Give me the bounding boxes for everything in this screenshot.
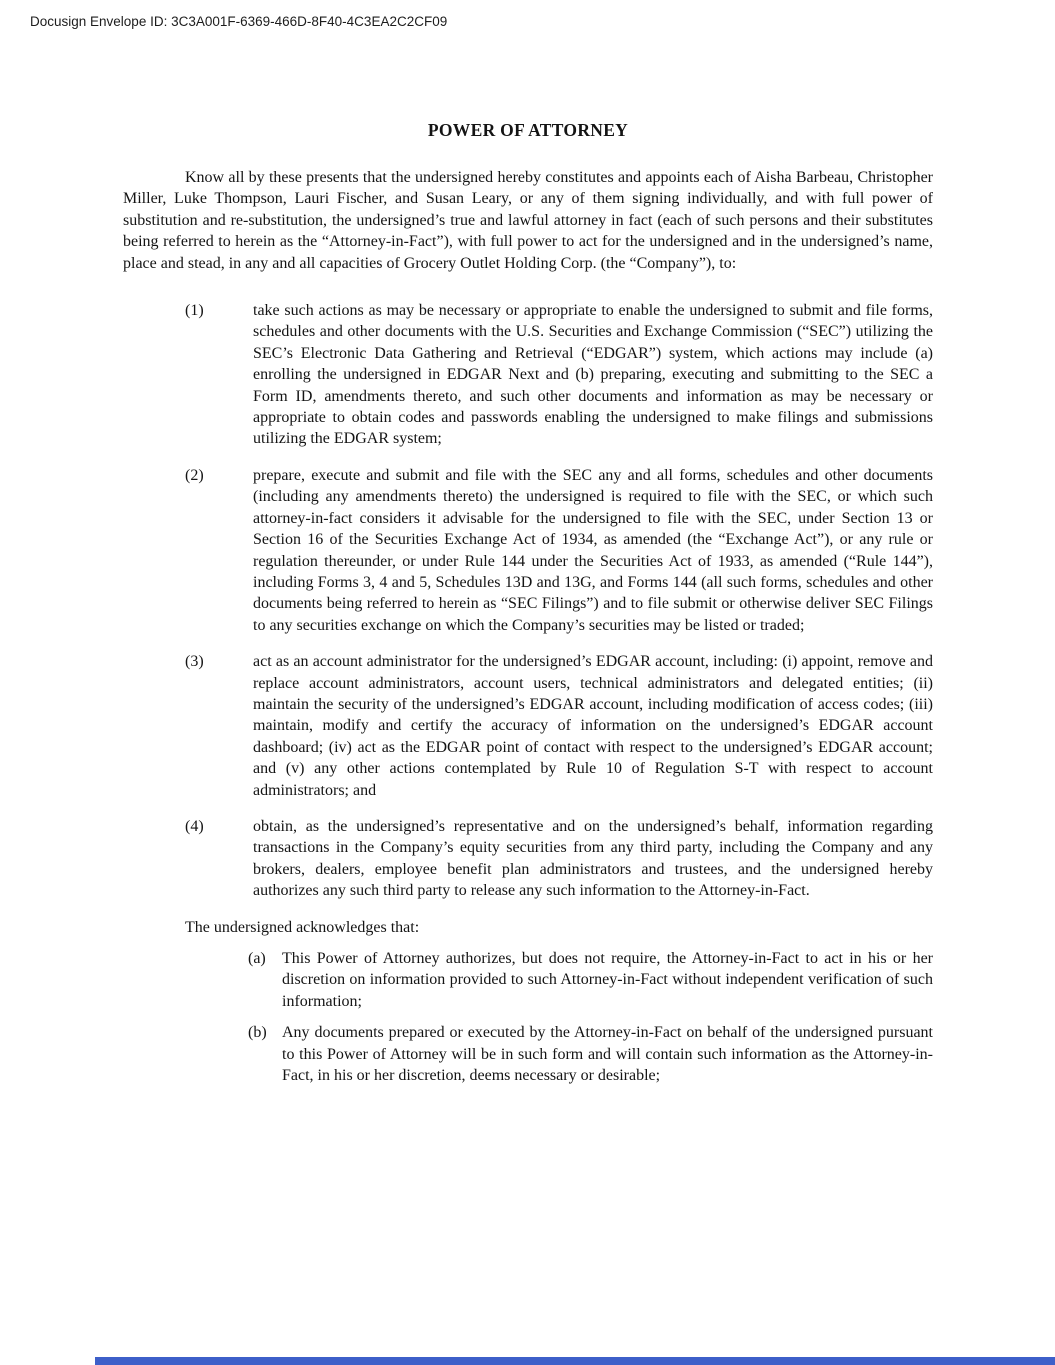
item-text: Any documents prepared or executed by the Attorney-in-Fact on behalf of the undersigned pursuant to this Power of Attorney will be in such form and will contain such information as the Attorney-in-Fact, in his or her discretion, deems necessary or desirable; xyxy=(282,1024,933,1085)
lettered-item-a xyxy=(123,948,933,1012)
item-text: This Power of Attorney authorizes, but does not require, the Attorney-in-Fact to act in his or her discretion on information provided to such Attorney-in-Fact without independent verification of such information; xyxy=(282,950,933,1010)
item-marker: (4) xyxy=(185,817,204,835)
item-marker: (b) xyxy=(248,1024,267,1042)
numbered-item-2 xyxy=(123,465,933,636)
page-bottom-accent-bar xyxy=(95,1357,1055,1365)
numbered-item-1 xyxy=(123,300,933,450)
docusign-envelope-id: Docusign Envelope ID: 3C3A001F-6369-466D-8F40-4C3EA2C2CF09 xyxy=(30,14,448,29)
lettered-item-b xyxy=(123,1022,933,1086)
item-marker: (2) xyxy=(185,466,204,484)
intro-paragraph: Know all by these presents that the undersigned hereby constitutes and appoints each of Aisha Barbeau, Christopher Miller, Luke Thompson, Lauri Fischer, and Susan Leary, or any of them signing individually, and with full power of substitution and re-substitution, the undersigned’s true and lawful attorney in fact (each of such persons and their substitutes being referred to herein as the “Attorney-in-Fact”), with full power to act for the undersigned and in the undersigned’s name, place and stead, in any and all capacities of Grocery Outlet Holding Corp. (the “Company”), to: xyxy=(123,169,933,272)
acknowledgement-lead: The undersigned acknowledges that: xyxy=(185,918,420,936)
item-marker: (3) xyxy=(185,653,204,671)
item-text: act as an account administrator for the undersigned’s EDGAR account, including: (i) appoint, remove and replace account administrators, account users, technical administrators and delegated entities; (ii) maintain the security of the undersigned’s EDGAR account, including modification of access codes; (iii) maintain, modify and certify the accuracy of information on the undersigned’s EDGAR account dashboard; (iv) act as the EDGAR point of contact with respect to the undersigned’s EDGAR account; and (v) any other actions contemplated by Rule 10 of Regulation S-T with respect to account administrators; and xyxy=(253,653,933,799)
item-text: prepare, execute and submit and file with the SEC any and all forms, schedules and other documents (including any amendments thereto) the undersigned is required to file with the SEC, or which such attorney-in-fact considers it advisable for the undersigned to file with the SEC, under Section 13 or Section 16 of the Securities Exchange Act of 1934, as amended (the “Exchange Act”), or any rule or regulation thereunder, or under Rule 144 under the Securities Act of 1933, as amended (“Rule 144”), including Forms 3, 4 and 5, Schedules 13D and 13G, and Forms 144 (all such forms, schedules and other documents being referred to herein as “SEC Filings”) and to file submit or otherwise deliver SEC Filings to any securities exchange on which the Company’s securities may be listed or traded; xyxy=(253,466,933,634)
numbered-item-4 xyxy=(123,816,933,902)
item-marker: (1) xyxy=(185,302,204,320)
item-text: take such actions as may be necessary or appropriate to enable the undersigned to submit and file forms, schedules and other documents with the U.S. Securities and Exchange Commission (“SEC”) utilizing the SEC’s Electronic Data Gathering and Retrieval (“EDGAR”) system, which actions may include (a) enrolling the undersigned in EDGAR Next and (b) preparing, executing and submitting to the SEC a Form ID, amendments thereto, and such other documents and information as may be necessary or appropriate to obtain codes and passwords enabling the undersigned to make filings and submissions utilizing the EDGAR system; xyxy=(253,302,933,448)
page-title: POWER OF ATTORNEY xyxy=(427,120,629,140)
item-marker: (a) xyxy=(248,950,266,967)
document-body xyxy=(123,120,933,1086)
numbered-item-3 xyxy=(123,651,933,801)
item-text: obtain, as the undersigned’s representative and on the undersigned’s behalf, information regarding transactions in the Company’s equity securities from any third party, including the Company and any brokers, dealers, employee benefit plan administrators and trustees, and the undersigned hereby authorizes any such third party to release any such information to the Attorney-in-Fact. xyxy=(253,817,933,900)
